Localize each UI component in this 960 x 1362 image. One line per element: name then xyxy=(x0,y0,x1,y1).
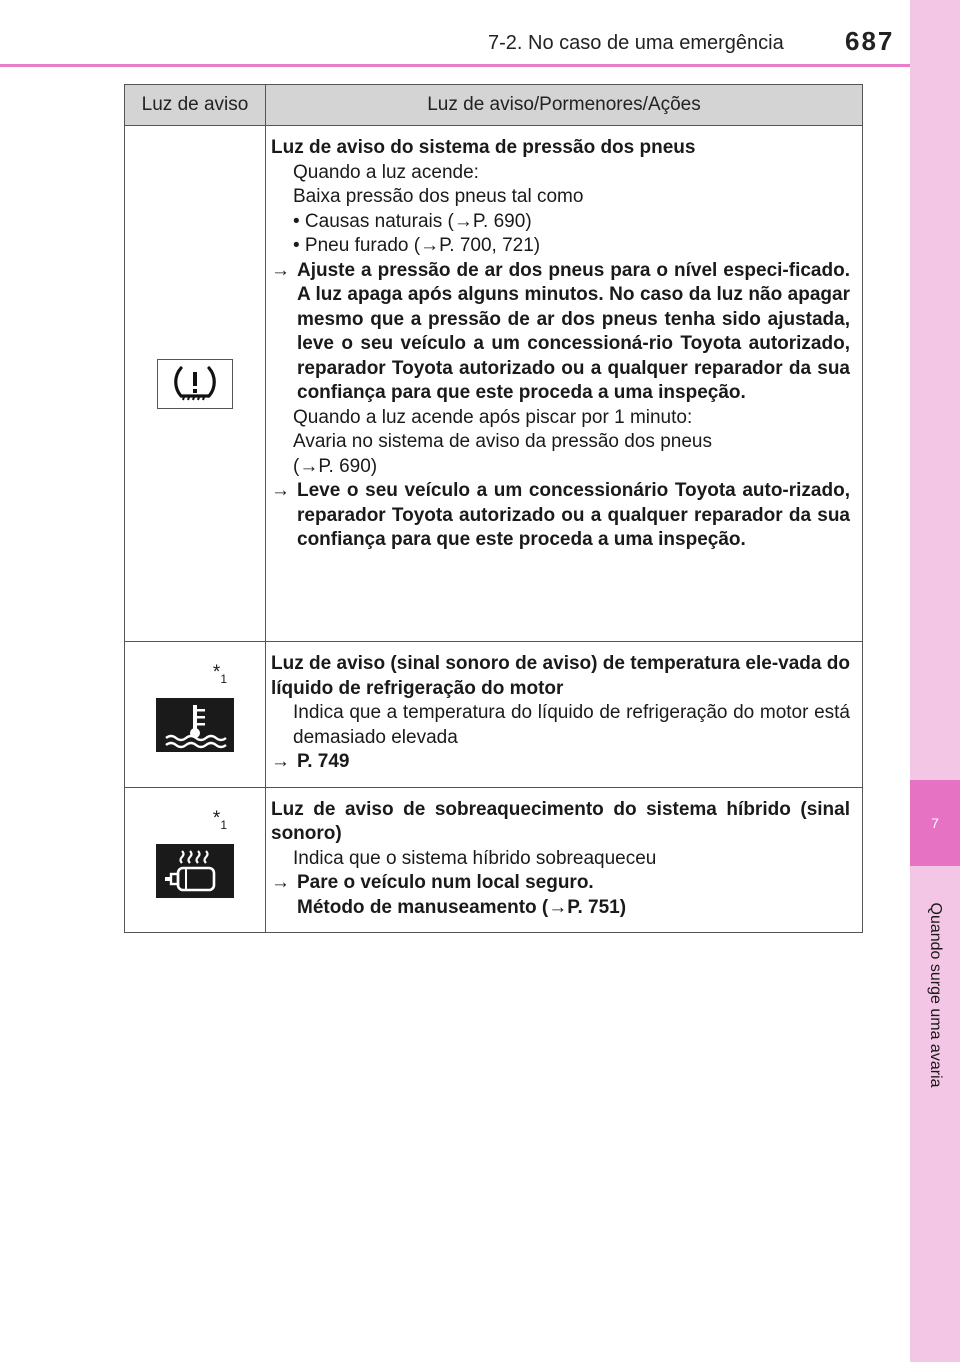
action-item xyxy=(271,259,850,406)
icon-cell xyxy=(125,642,266,788)
footnote-mark xyxy=(213,808,227,832)
action-text: Pare o veículo num local seguro. xyxy=(297,872,594,893)
cause-text: Baixa pressão dos pneus tal como xyxy=(293,186,584,207)
row-title: Luz de aviso (sinal sonoro de aviso) de temperatura ele-vada do líquido de refrigeração do motor xyxy=(271,653,850,699)
details-cell xyxy=(266,126,863,642)
description-text: Indica que o sistema híbrido sobreaqueceu xyxy=(293,847,657,869)
footnote-star: * xyxy=(212,662,221,683)
icon-cell xyxy=(125,126,266,642)
bullet-item: • Pneu furado (→P. 700, 721) xyxy=(293,235,541,256)
action-item xyxy=(271,479,850,553)
action-text: Método de manuseamento (→P. 751) xyxy=(297,896,627,918)
action-item xyxy=(271,750,850,775)
footnote-index: 1 xyxy=(220,671,227,686)
coolant-temperature-icon xyxy=(156,698,234,752)
arrow-icon: → xyxy=(271,751,290,772)
table-row xyxy=(125,787,863,933)
chapter-number: 7 xyxy=(931,815,939,831)
warning-light-table xyxy=(124,84,863,933)
icon-cell xyxy=(125,787,266,933)
header-rule xyxy=(0,64,910,67)
cause-text: Avaria no sistema de aviso da pressão dos pneus xyxy=(293,431,712,452)
table-header-row xyxy=(125,85,863,126)
arrow-icon: → xyxy=(271,259,290,281)
chapter-title: Quando surge uma avaria xyxy=(927,902,944,1088)
arrow-icon: → xyxy=(271,480,290,501)
tire-pressure-warning-icon xyxy=(157,359,233,409)
column-header-light: Luz de aviso xyxy=(125,85,266,126)
footnote-mark xyxy=(213,662,227,686)
column-header-details: Luz de aviso/Pormenores/Ações xyxy=(266,85,863,126)
row-title: Luz de aviso de sobreaquecimento do sistema híbrido (sinal sonoro) xyxy=(271,798,850,844)
footnote-star: * xyxy=(212,807,221,829)
description-text: Indica que a temperatura do líquido de refrigeração do motor está demasiado elevada xyxy=(293,702,850,748)
page-number: 687 xyxy=(845,26,895,56)
chapter-number-box xyxy=(910,780,960,866)
arrow-icon: → xyxy=(271,872,290,893)
details-cell xyxy=(266,642,863,788)
action-text: Leve o seu veículo a um concessionário Toyota auto-rizado, reparador Toyota autorizado ou a qualquer reparador da sua confiança para que este proceda a uma inspeção. xyxy=(297,480,850,550)
details-cell xyxy=(266,787,863,933)
row-title: Luz de aviso do sistema de pressão dos pneus xyxy=(271,137,696,158)
table-row xyxy=(125,126,863,642)
hybrid-overheat-icon xyxy=(156,844,234,898)
footnote-index: 1 xyxy=(220,817,227,832)
chapter-side-tab xyxy=(910,0,960,1362)
bullet-item: • Causas naturais (→P. 690) xyxy=(293,210,532,232)
condition-text: Quando a luz acende: xyxy=(293,161,479,183)
action-text: Ajuste a pressão de ar dos pneus para o nível especi-ficado. A luz apaga após alguns minutos. No caso da luz não apagar mesmo que a pressão de ar dos pneus tenha sido ajustada, leve o seu veículo a um concessioná-rio Toyota autorizado, reparador Toyota autorizado ou a qualquer reparador da sua confiança para que este proceda a uma inspeção. xyxy=(297,259,850,403)
table-row xyxy=(125,642,863,788)
page-reference: P. 749 xyxy=(297,751,350,772)
action-item xyxy=(271,871,850,896)
page-reference: (→P. 690) xyxy=(293,455,378,477)
section-title: 7-2. No caso de uma emergência xyxy=(488,32,784,54)
condition-text: Quando a luz acende após piscar por 1 minuto: xyxy=(293,406,693,428)
